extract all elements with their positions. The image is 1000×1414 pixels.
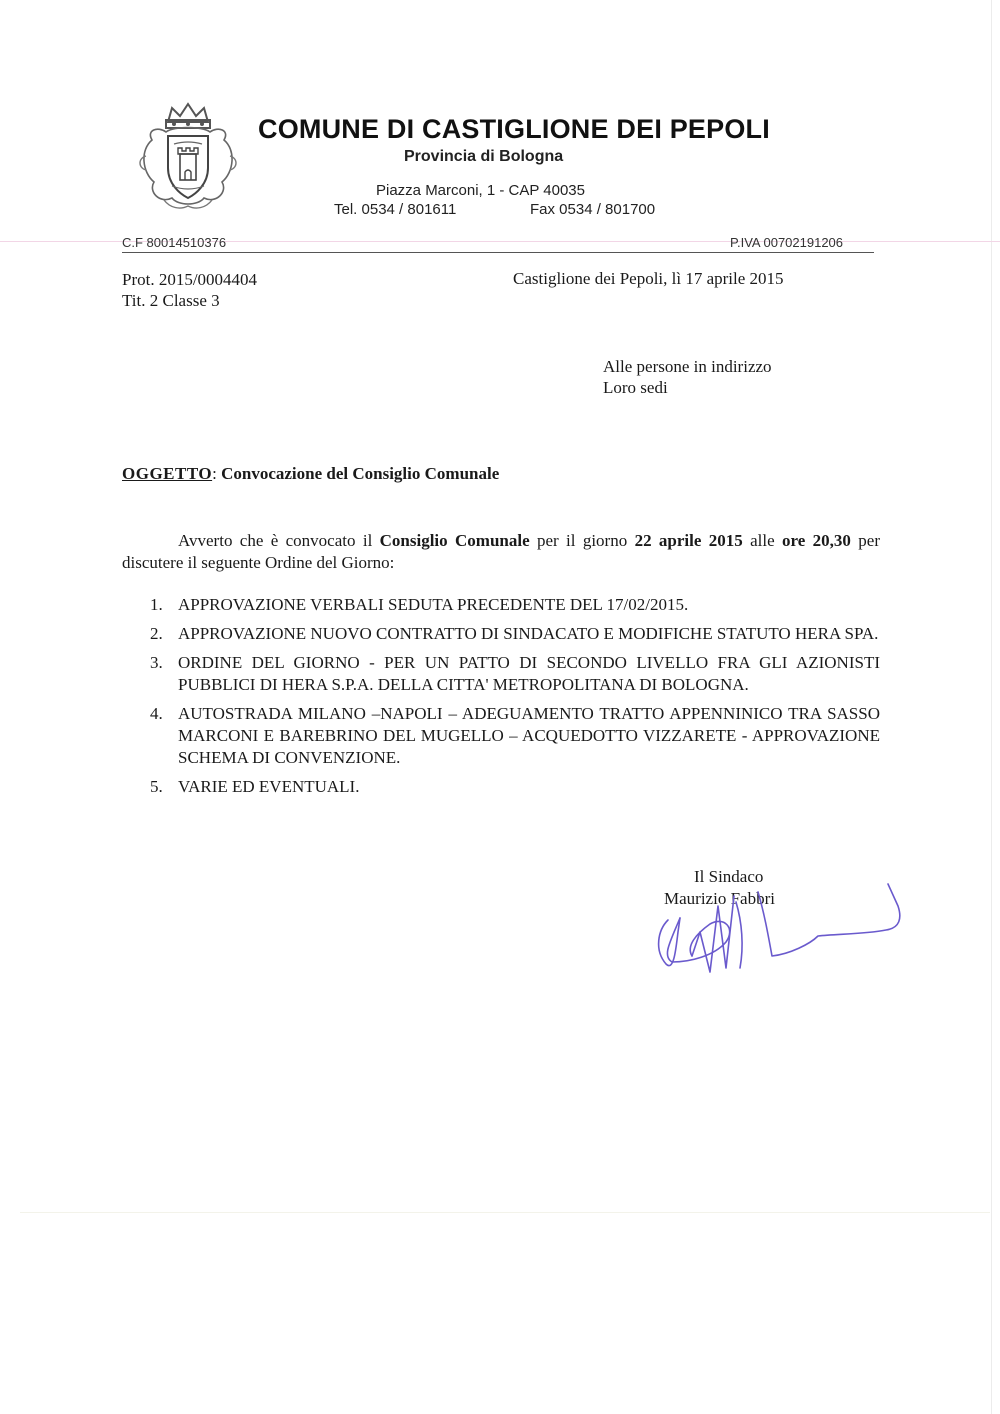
province-name: Provincia di Bologna: [404, 148, 564, 165]
body-text-3: alle: [742, 531, 783, 550]
subject-text: Convocazione del Consiglio Comunale: [221, 464, 500, 483]
subject-line: [122, 464, 499, 484]
agenda-item-number: 1.: [150, 595, 163, 614]
body-paragraph: [122, 530, 880, 574]
vat-number: P.IVA 00702191206: [730, 235, 844, 250]
place-and-date: Castiglione dei Pepoli, lì 17 aprile 2015: [513, 269, 784, 288]
body-bold-date: 22 aprile 2015: [634, 531, 743, 550]
agenda-item: [140, 652, 880, 696]
organization-name: COMUNE DI CASTIGLIONE DEI PEPOLI: [258, 114, 770, 144]
agenda-item-text: ORDINE DEL GIORNO - PER UN PATTO DI SECONDO LIVELLO FRA GLI AZIONISTI PUBBLICI DI HERA S.P.A. DELLA CITTA' METROPOLITANA DI BOLOGNA.: [178, 653, 880, 694]
signatory-title: Il Sindaco: [694, 867, 764, 886]
agenda-item: [140, 703, 880, 769]
agenda-item-number: 4.: [150, 704, 163, 723]
body-text-1: Avverto che è convocato il: [178, 531, 380, 550]
agenda-item: [140, 776, 880, 798]
agenda-item-text: APPROVAZIONE NUOVO CONTRATTO DI SINDACATO E MODIFICHE STATUTO HERA SPA.: [178, 624, 879, 643]
fax-number: Fax 0534 / 801700: [530, 201, 656, 218]
address-line: Piazza Marconi, 1 - CAP 40035: [376, 182, 585, 199]
agenda-item-text: AUTOSTRADA MILANO –NAPOLI – ADEGUAMENTO TRATTO APPENNINICO TRA SASSO MARCONI E BAREBRINO DEL MUGELLO – ACQUEDOTTO VIZZARETE - APPROVAZIONE SCHEMA DI CONVENZIONE.: [178, 704, 880, 767]
recipients-block: [603, 356, 772, 398]
agenda-item-number: 5.: [150, 777, 163, 796]
agenda-item-number: 2.: [150, 624, 163, 643]
recipients-line-1: Alle persone in indirizzo: [603, 357, 772, 376]
body-text-4: per discutere il seguente Ordine del Giorno:: [122, 531, 880, 572]
agenda-item-number: 3.: [150, 653, 163, 672]
body-text-2: per il giorno: [529, 531, 635, 550]
scan-edge: [991, 0, 992, 1414]
agenda-list: [140, 594, 880, 805]
agenda-item: [140, 623, 880, 645]
protocol-block: [122, 269, 257, 311]
signature-strokes: [659, 884, 900, 972]
fiscal-code: C.F 80014510376: [122, 235, 227, 250]
header-divider: [122, 252, 874, 253]
scan-artifact-line: [20, 1212, 990, 1213]
agenda-item: [140, 594, 880, 616]
agenda-item-text: APPROVAZIONE VERBALI SEDUTA PRECEDENTE DEL 17/02/2015.: [178, 595, 689, 614]
protocol-number: Prot. 2015/0004404: [122, 270, 258, 289]
subject-label: OGGETTO: [122, 464, 213, 483]
subject-separator: :: [212, 464, 222, 483]
body-bold-council: Consiglio Comunale: [379, 531, 530, 550]
telephone-number: Tel. 0534 / 801611: [334, 201, 457, 218]
handwritten-signature-icon: [640, 872, 910, 982]
municipal-crest-icon: [134, 100, 242, 212]
agenda-item-text: VARIE ED EVENTUALI.: [178, 777, 360, 796]
classification: Tit. 2 Classe 3: [122, 291, 220, 310]
body-bold-time: ore 20,30: [782, 531, 851, 550]
recipients-line-2: Loro sedi: [603, 378, 668, 397]
signatory-name: Maurizio Fabbri: [664, 889, 775, 908]
